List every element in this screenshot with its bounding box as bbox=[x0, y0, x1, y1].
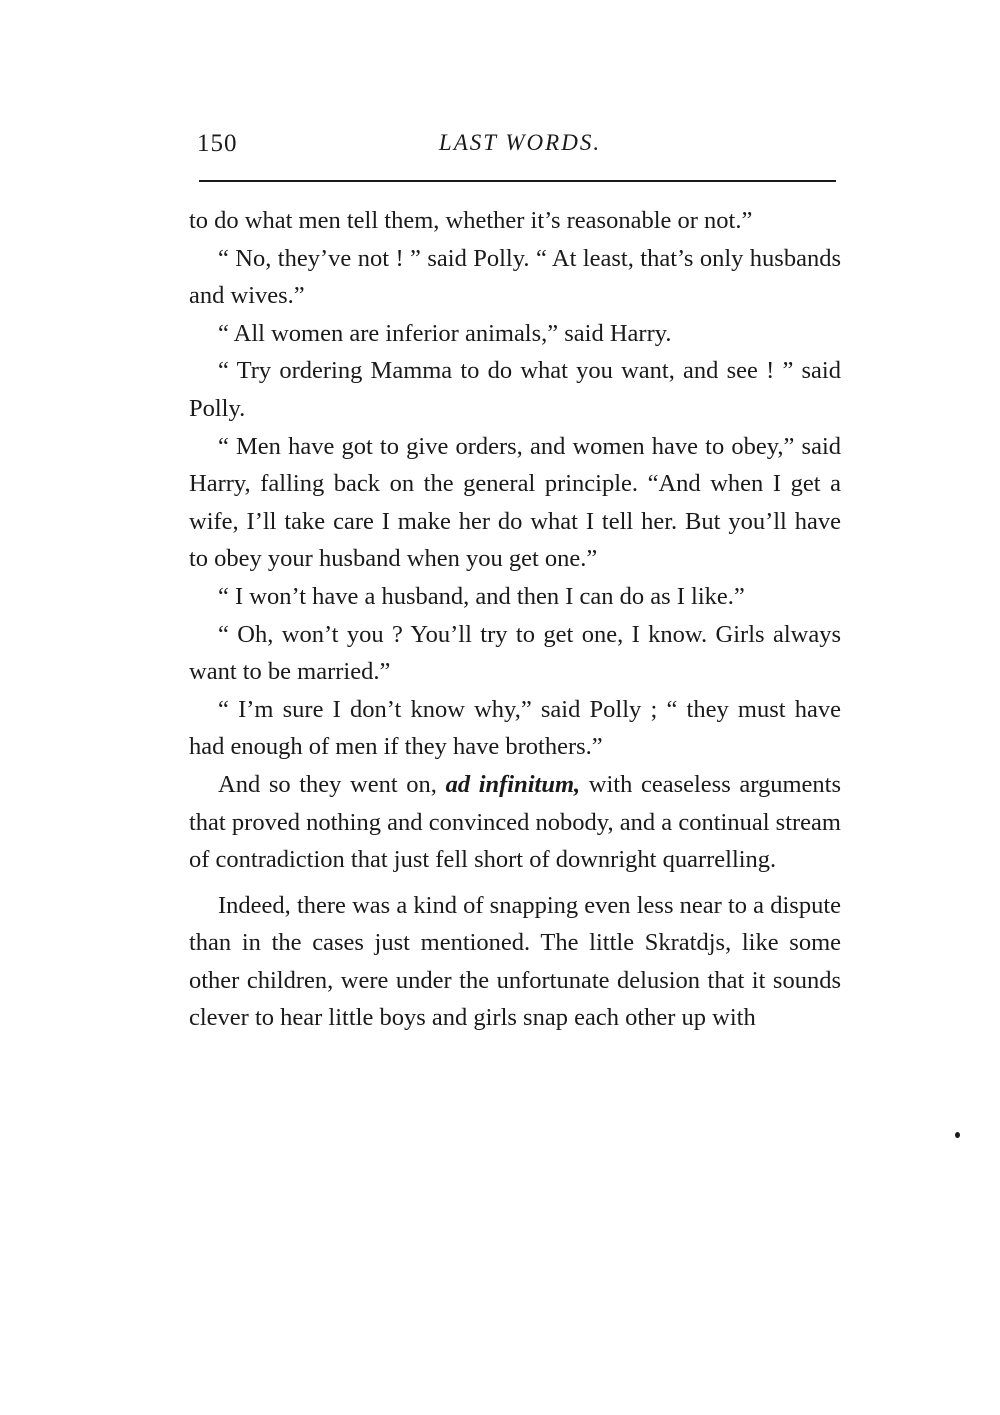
paragraph-3: “ All women are inferior animals,” said Harry. bbox=[218, 319, 672, 347]
stray-ink-mark bbox=[955, 1132, 960, 1138]
latin-phrase: ad infinitum, bbox=[445, 770, 581, 798]
paragraph-7: “ Oh, won’t you ? You’ll try to get one, I know. Girls always want to be married.” bbox=[189, 620, 841, 686]
paragraph-8: “ I’m sure I don’t know why,” said Polly ; “ they must have had enough of men if they have brothers.” bbox=[189, 695, 841, 761]
paragraph-6: “ I won’t have a husband, and then I can do as I like.” bbox=[218, 582, 745, 610]
paragraph-10: Indeed, there was a kind of snapping even less near to a dispute than in the cases just mentioned. The little Skratdjs, like some other children, were under the unfortunate delusion that it sounds clever to hear little boys and girls snap each other up with bbox=[189, 891, 841, 1032]
paragraph-5: “ Men have got to give orders, and women have to obey,” said Harry, falling back on the general principle. “And when I get a wife, I’ll take care I make her do what I tell her. But you’ll have to obey your husband when you get one.” bbox=[189, 432, 841, 573]
paragraph-1: to do what men tell them, whether it’s reasonable or not.” bbox=[189, 207, 753, 234]
paragraph-9-rest: with ceaseless arguments that proved nothing and convinced nobody, and a continual stream of contradiction that just fell short of downright quarrelling. bbox=[189, 770, 841, 874]
paragraph-4: “ Try ordering Mamma to do what you want, and see ! ” said Polly. bbox=[189, 357, 841, 422]
page-number: 150 bbox=[197, 130, 238, 157]
paragraph-2: “ No, they’ve not ! ” said Polly. “ At least, that’s only husbands and wives.” bbox=[189, 244, 841, 310]
header-rule bbox=[199, 180, 836, 182]
running-head: LAST WORDS. bbox=[438, 130, 602, 155]
body-text bbox=[189, 202, 841, 1037]
paragraph-9 bbox=[189, 766, 841, 879]
paragraph-9-lead: And so they went on, bbox=[218, 770, 446, 798]
